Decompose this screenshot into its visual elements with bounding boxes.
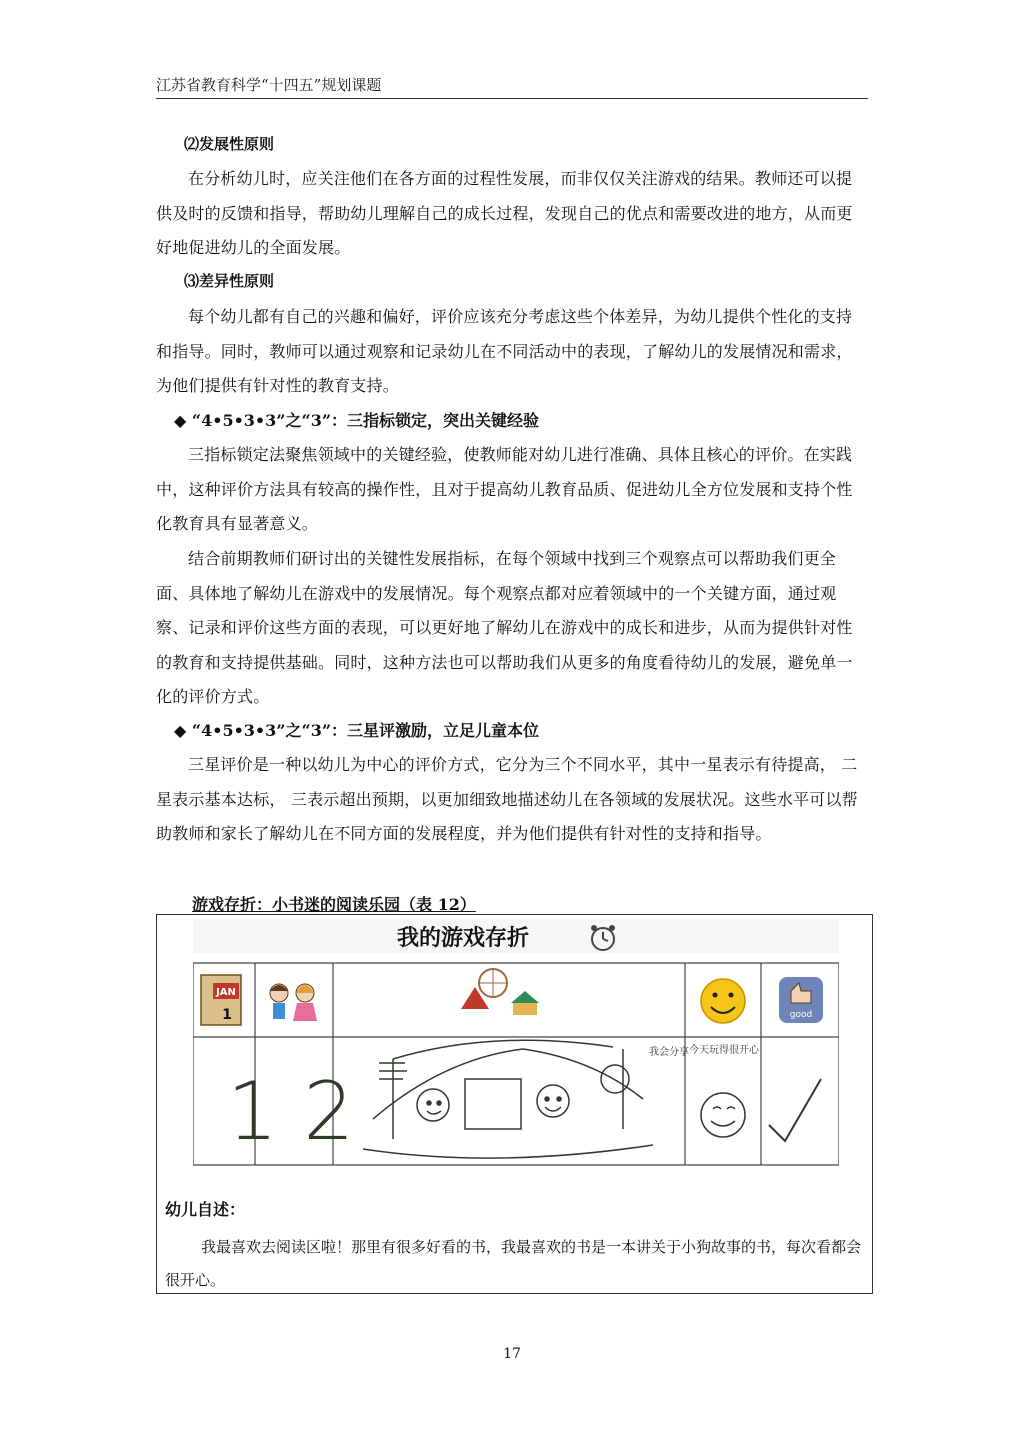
paragraph-three-stars: 三星评价是一种以幼儿为中心的评价方式，它分为三个不同水平，其中一星表示有待提高， 二星表示基本达标， 三表示超出预期，以更加细致地描述幼儿在各领域的发展状况。这些水平可以帮助教师和家长了解幼儿在不同方面的发展程度，并为他们提供有针对性的支持和指导。 <box>156 755 858 843</box>
self-statement-text: 我最喜欢去阅读区啦！那里有很多好看的书，我最喜欢的书是一本讲关于小狗故事的书，每次看都会很开心。 <box>165 1238 862 1289</box>
child-drawing <box>363 1040 653 1158</box>
handwritten-date: 1 2 <box>227 1065 355 1158</box>
children-icon <box>270 984 317 1021</box>
paragraph-development: 在分析幼儿时，应关注他们在各方面的过程性发展，而非仅仅关注游戏的结果。教师还可以提供及时的反馈和指导，帮助幼儿理解自己的成长过程，发现自己的优点和需要改进的地方，从而更好地促进幼儿的全面发展。 <box>156 169 853 257</box>
feeling-face-drawing <box>701 1093 745 1137</box>
good-label: good <box>789 1010 813 1020</box>
thumbs-up-icon <box>779 977 823 1023</box>
bullet-heading-three-indicators: ◆ “4•5•3•3”之“3”：三指标锁定，突出关键经验 <box>174 411 540 430</box>
page-header <box>156 70 868 99</box>
check-mark-icon <box>769 1079 821 1141</box>
scribble-text-2: 我会分享 <box>649 1047 689 1058</box>
calendar-icon <box>201 975 241 1025</box>
paragraph-difference: 每个幼儿都有自己的兴趣和偏好，评价应该充分考虑这些个体差异，为幼儿提供个性化的支持和指导。同时，教师可以通过观察和记录幼儿在不同活动中的表现，了解幼儿的发展情况和需求，为他们提供有针对性的教育支持。 <box>156 307 853 395</box>
smiley-icon <box>701 979 745 1023</box>
calendar-day: 1 <box>222 1007 232 1023</box>
heading-difference-principle: ⑶差异性原则 <box>184 272 275 290</box>
scribble-text-1: 今天玩得很开心 <box>689 1045 759 1056</box>
passbook-table <box>156 914 873 1294</box>
paragraph-observation-points: 结合前期教师们研讨出的关键性发展指标，在每个领域中找到三个观察点可以帮助我们更全面、具体地了解幼儿在游戏中的发展情况。每个观察点都对应着领域中的一个关键方面，通过观察、记录和评价这些方面的表现，可以更好地了解幼儿在游戏中的成长和进步，从而为提供针对性的教育和支持提供基础。同时，这种方法也可以帮助我们从更多的角度看待幼儿的发展，避免单一化的评价方式。 <box>156 549 853 706</box>
heading-development-principle: ⑵发展性原则 <box>184 135 275 153</box>
page-number: 17 <box>503 1346 521 1362</box>
header-title: 江苏省教育科学“十四五”规划课题 <box>156 76 382 94</box>
self-statement-title: 幼儿自述： <box>165 1200 246 1219</box>
paragraph-three-indicators: 三指标锁定法聚焦领域中的关键经验，使教师能对幼儿进行准确、具体且核心的评价。在实践中，这种评价方法具有较高的操作性，且对于提高幼儿教育品质、促进幼儿全方位发展和支持个性化教育具有显著意义。 <box>156 445 853 533</box>
passbook-title: 我的游戏存折 <box>396 926 530 951</box>
carnival-icon <box>461 969 539 1015</box>
bullet-heading-three-stars: ◆ “4•5•3•3”之“3”：三星评激励，立足儿童本位 <box>174 721 540 740</box>
table-caption: 游戏存折：小书迷的阅读乐园（表 12） <box>192 895 476 914</box>
calendar-month: JAN <box>216 987 236 998</box>
passbook-drawing <box>193 919 839 1171</box>
